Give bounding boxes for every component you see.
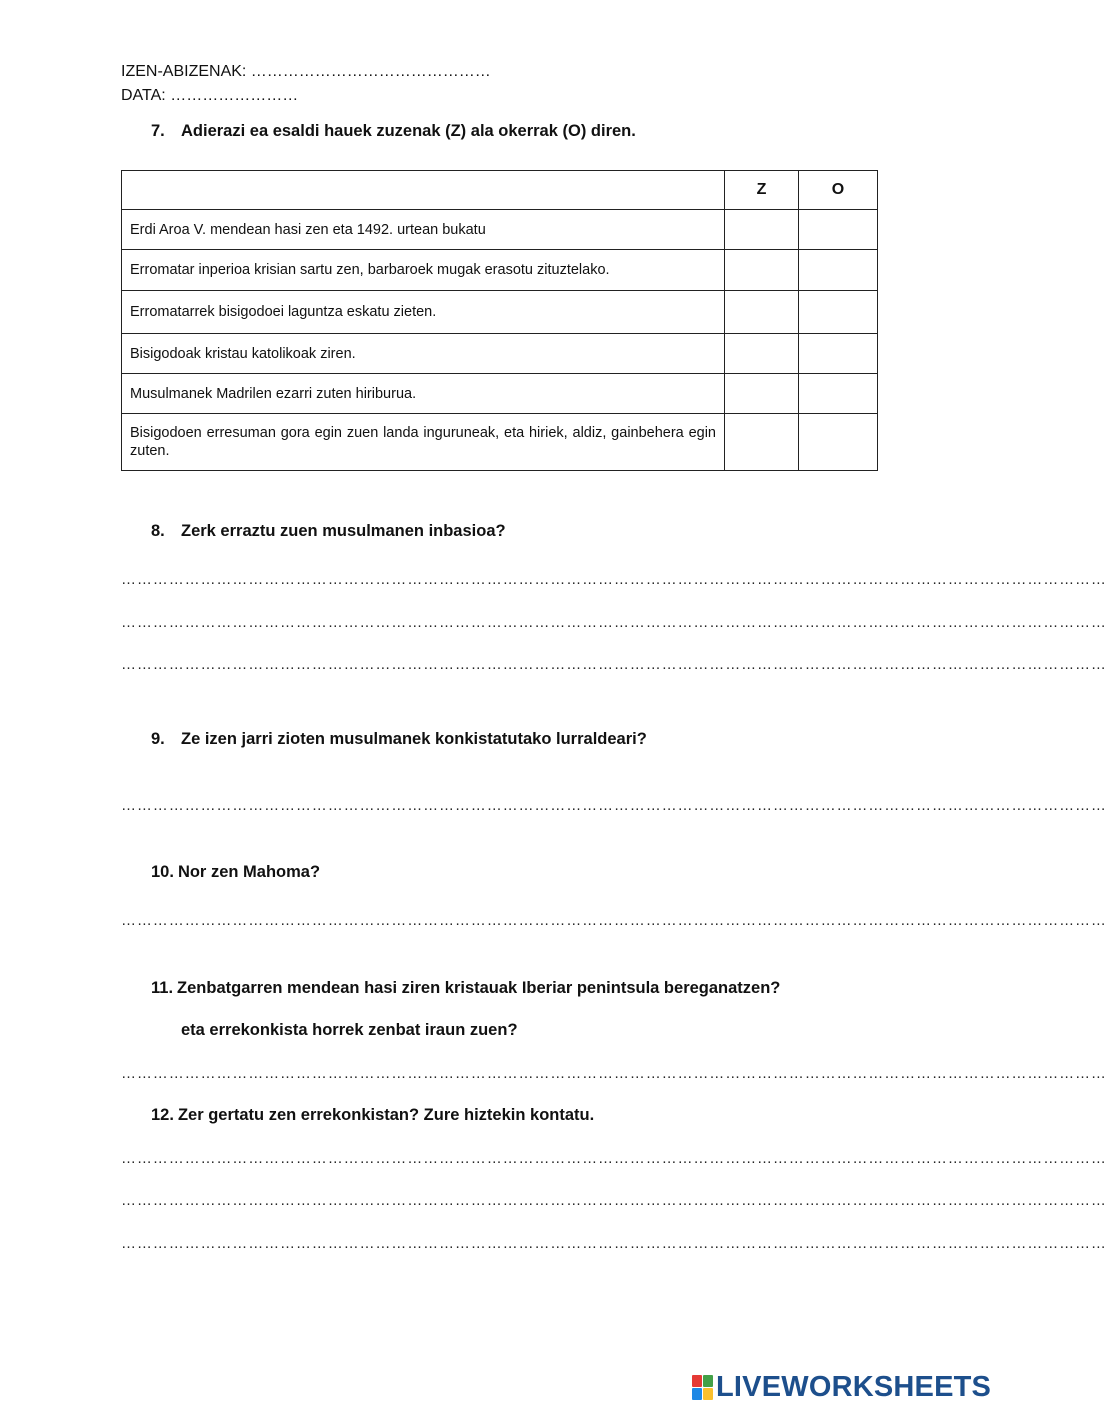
answer-o-cell[interactable] (799, 250, 878, 291)
true-false-table (121, 170, 878, 471)
answer-z-cell[interactable] (725, 414, 799, 471)
answer-o-cell[interactable] (799, 210, 878, 250)
answer-line[interactable]: …………………………………………………………………………………………………………………………………………………………………… (121, 1235, 1107, 1252)
question-10-text: Nor zen Mahoma? (177, 863, 321, 881)
answer-z-cell[interactable] (725, 334, 799, 374)
answer-line[interactable]: …………………………………………………………………………………………………………………………………………………………………… (121, 797, 1107, 814)
statement-cell: Erromatarrek bisigodoei laguntza eskatu zieten. (122, 291, 725, 334)
statement-cell: Erromatar inperioa krisian sartu zen, barbaroek mugak erasotu zituztelako. (122, 250, 725, 291)
question-11-text: Zenbatgarren mendean hasi ziren kristauak Iberiar penintsula bereganatzen? (177, 979, 781, 997)
question-11-number: 11. (151, 979, 174, 997)
answer-o-cell[interactable] (799, 374, 878, 414)
logo-square-icon (703, 1375, 713, 1387)
question-9-number: 9. (151, 730, 165, 748)
table-header-blank (122, 171, 725, 210)
answer-line[interactable]: …………………………………………………………………………………………………………………………………………………………………… (121, 614, 1107, 631)
logo-square-icon (692, 1388, 702, 1400)
answer-z-cell[interactable] (725, 374, 799, 414)
answer-line[interactable]: …………………………………………………………………………………………………………………………………………………………………… (121, 1192, 1107, 1209)
table-row (122, 291, 878, 334)
logo-square-icon (692, 1375, 702, 1387)
question-7 (151, 120, 636, 142)
question-11-text-continued: eta errekonkista horrek zenbat iraun zuen? (181, 1021, 518, 1039)
answer-o-cell[interactable] (799, 414, 878, 471)
column-o-header: O (799, 171, 878, 210)
statement-cell: Erdi Aroa V. mendean hasi zen eta 1492. urtean bukatu (122, 210, 725, 250)
table-row (122, 250, 878, 291)
answer-o-cell[interactable] (799, 334, 878, 374)
question-10-number: 10. (151, 863, 174, 881)
answer-line[interactable]: …………………………………………………………………………………………………………………………………………………………………… (121, 656, 1107, 673)
question-9-text: Ze izen jarri zioten musulmanek konkistatutako lurraldeari? (181, 730, 647, 748)
question-8-text: Zerk erraztu zuen musulmanen inbasioa? (181, 522, 506, 540)
logo-square-icon (703, 1388, 713, 1400)
question-12-number: 12. (151, 1106, 174, 1124)
table-row (122, 374, 878, 414)
answer-o-cell[interactable] (799, 291, 878, 334)
table-header-row (122, 171, 878, 210)
statement-cell: Bisigodoen erresuman gora egin zuen landa inguruneak, eta hiriek, aldiz, gainbehera egin zuten. (122, 414, 725, 471)
table-row (122, 210, 878, 250)
question-12 (151, 1104, 594, 1126)
answer-line[interactable]: …………………………………………………………………………………………………………………………………………………………………… (121, 1150, 1107, 1167)
date-line: DATA: …………………… (121, 87, 299, 104)
logo-text: LIVEWORKSHEETS (716, 1370, 992, 1403)
answer-line[interactable]: …………………………………………………………………………………………………………………………………………………………………… (121, 571, 1107, 588)
question-9 (151, 728, 647, 750)
question-10 (151, 861, 320, 883)
question-7-number: 7. (151, 122, 165, 140)
column-z-header: Z (725, 171, 799, 210)
question-7-text: Adierazi ea esaldi hauek zuzenak (Z) ala okerrak (O) diren. (181, 122, 636, 140)
statement-cell: Musulmanek Madrilen ezarri zuten hiriburua. (122, 374, 725, 414)
table-row (122, 334, 878, 374)
answer-z-cell[interactable] (725, 210, 799, 250)
answer-z-cell[interactable] (725, 250, 799, 291)
liveworksheets-logo (692, 1372, 991, 1402)
answer-z-cell[interactable] (725, 291, 799, 334)
question-12-text: Zer gertatu zen errekonkistan? Zure hiztekin kontatu. (177, 1106, 595, 1124)
answer-line[interactable]: …………………………………………………………………………………………………………………………………………………………………… (121, 912, 1107, 929)
question-11 (151, 977, 780, 999)
question-8 (151, 520, 506, 542)
table-row (122, 414, 878, 471)
answer-line[interactable]: …………………………………………………………………………………………………………………………………………………………………… (121, 1065, 1107, 1082)
statement-cell: Bisigodoak kristau katolikoak ziren. (122, 334, 725, 374)
name-line: IZEN-ABIZENAK: ……………………………………… (121, 63, 491, 80)
liveworksheets-mark-icon (692, 1375, 712, 1399)
question-8-number: 8. (151, 522, 165, 540)
